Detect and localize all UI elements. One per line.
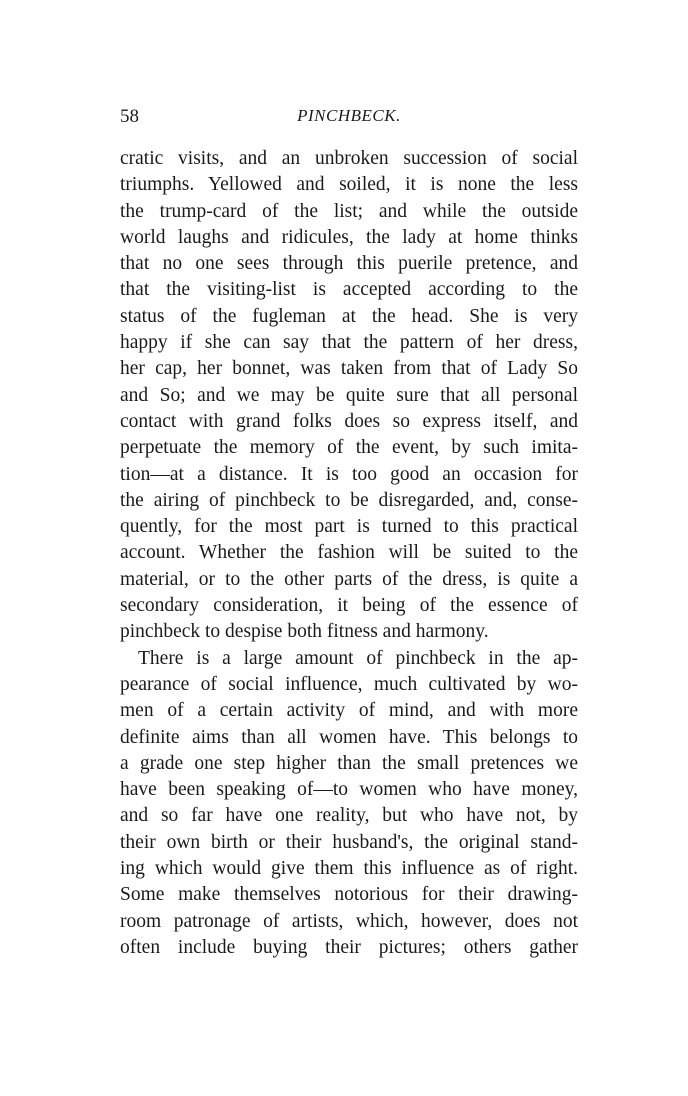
- text-line: room patronage of artists, which, however, does not: [120, 910, 578, 932]
- text-line: often include buying their pictures; others gather: [120, 936, 578, 958]
- text-line: triumphs. Yellowed and soiled, it is none the less: [120, 174, 578, 196]
- text-line: that the visiting-list is accepted according to the: [120, 279, 578, 301]
- text-line: that no one sees through this puerile pretence, and: [120, 253, 578, 275]
- text-line: account. Whether the fashion will be suited to the: [120, 542, 578, 564]
- text-line: pinchbeck to despise both fitness and harmony.: [120, 621, 489, 643]
- text-line: world laughs and ridicules, the lady at home thinks: [120, 226, 578, 248]
- text-line: definite aims than all women have. This belongs to: [120, 726, 578, 748]
- text-line: contact with grand folks does so express itself, and: [120, 410, 578, 432]
- text-line: status of the fugleman at the head. She is very: [120, 305, 578, 327]
- text-line: a grade one step higher than the small pretences we: [120, 752, 578, 774]
- text-line: the airing of pinchbeck to be disregarded, and, conse-: [120, 489, 578, 511]
- text-line: men of a certain activity of mind, and with more: [120, 700, 578, 722]
- text-line: and so far have one reality, but who have not, by: [120, 805, 578, 827]
- text-line: tion—at a distance. It is too good an occasion for: [120, 463, 578, 485]
- body-text: [120, 146, 578, 961]
- text-line: There is a large amount of pinchbeck in the ap-: [138, 647, 578, 669]
- text-line: the trump-card of the list; and while the outside: [120, 200, 578, 222]
- text-line: quently, for the most part is turned to this practical: [120, 516, 578, 538]
- running-title: PINCHBECK.: [297, 106, 401, 125]
- text-line: pearance of social influence, much cultivated by wo-: [120, 673, 578, 695]
- page-number: 58: [120, 106, 139, 127]
- text-line: have been speaking of—to women who have money,: [120, 779, 578, 801]
- text-line: material, or to the other parts of the dress, is quite a: [120, 568, 578, 590]
- text-line: Some make themselves notorious for their drawing-: [120, 884, 578, 906]
- text-line: happy if she can say that the pattern of her dress,: [120, 332, 578, 354]
- text-line: perpetuate the memory of the event, by such imita-: [120, 437, 578, 459]
- page-header: [120, 106, 578, 132]
- text-line: cratic visits, and an unbroken succession of social: [120, 148, 578, 169]
- text-line: and So; and we may be quite sure that all personal: [120, 384, 578, 406]
- text-line: ing which would give them this influence as of right.: [120, 858, 578, 880]
- text-line: their own birth or their husband's, the original stand-: [120, 831, 578, 853]
- text-line: secondary consideration, it being of the essence of: [120, 595, 578, 617]
- text-line: her cap, her bonnet, was taken from that of Lady So: [120, 358, 578, 380]
